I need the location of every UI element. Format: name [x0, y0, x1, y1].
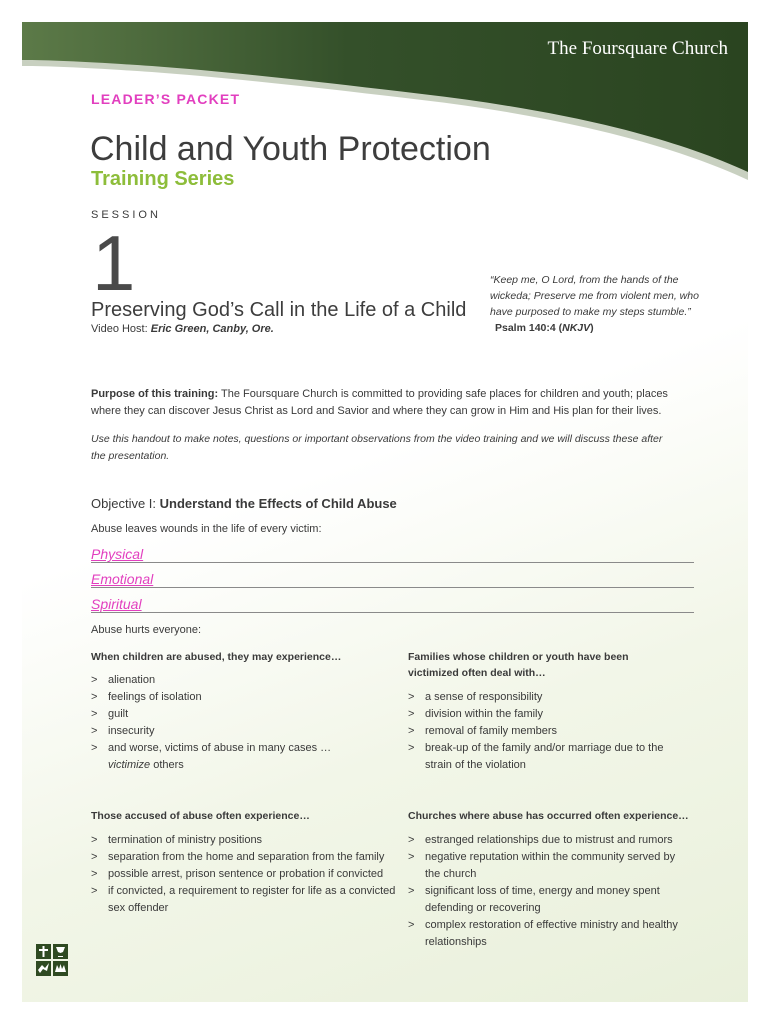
foursquare-logo-icon — [36, 944, 68, 976]
list-item: > insecurity — [91, 723, 391, 740]
objective-prefix: Objective I: — [91, 496, 160, 511]
churches-list — [408, 832, 688, 951]
session-title: Preserving God’s Call in the Life of a Child — [91, 299, 467, 321]
churches-heading: Churches where abuse has occurred often experience… — [408, 810, 689, 822]
children-heading: When children are abused, they may experience… — [91, 651, 342, 663]
objective-heading — [91, 496, 397, 511]
objective-title: Understand the Effects of Child Abuse — [159, 496, 397, 511]
handout-note: Use this handout to make notes, questions or important observations from the video training and we will discuss these after the presentation. — [91, 433, 663, 462]
session-number: 1 — [92, 219, 136, 307]
families-list — [408, 689, 678, 774]
purpose-text: The Foursquare Church is committed to providing safe places for children and youth; places where they can discover Jesus Christ as Lord and Savior and where they can grow in Him and His plan for their lives. — [91, 388, 668, 417]
quote-ref-text: Psalm 140:4 ( — [495, 322, 563, 334]
list-item: > negative reputation within the community served by the church — [408, 849, 688, 883]
list-item: > division within the family — [408, 706, 678, 723]
list-item: > guilt — [91, 706, 391, 723]
purpose-label: Purpose of this training: — [91, 388, 219, 400]
purpose-paragraph — [91, 386, 691, 420]
list-item: > break-up of the family and/or marriage due to the strain of the violation — [408, 740, 678, 774]
families-heading: Families whose children or youth have been victimized often deal with… — [408, 651, 629, 679]
abuse-hurts-everyone: Abuse hurts everyone: — [91, 624, 202, 636]
list-item: > a sense of responsibility — [408, 689, 678, 706]
wound-line-spiritual — [91, 592, 694, 613]
wound-label: Emotional — [91, 571, 154, 587]
wound-label: Physical — [91, 546, 144, 562]
list-item: > estranged relationships due to mistrust and rumors — [408, 832, 688, 849]
quote-ref-end: ) — [590, 322, 594, 334]
video-host — [91, 323, 274, 335]
list-item: > feelings of isolation — [91, 689, 391, 706]
abuse-intro: Abuse leaves wounds in the life of every victim: — [91, 523, 322, 535]
list-item-text-end: others — [150, 759, 184, 771]
list-item: > possible arrest, prison sentence or probation if convicted — [91, 866, 401, 883]
accused-heading: Those accused of abuse often experience… — [91, 810, 310, 822]
list-item: > termination of ministry positions — [91, 832, 401, 849]
scripture-quote — [490, 272, 720, 336]
wound-line-emotional — [91, 567, 694, 588]
quote-reference — [490, 320, 720, 336]
document-page — [22, 22, 748, 1002]
list-item: > alienation — [91, 672, 391, 689]
wound-label: Spiritual — [91, 596, 142, 612]
list-item — [91, 740, 391, 774]
session-label: SESSION — [91, 209, 161, 221]
list-item: > complex restoration of effective ministry and healthy relationships — [408, 917, 688, 951]
video-host-label: Video Host: — [91, 323, 151, 335]
wound-line-physical — [91, 542, 694, 563]
list-item: > significant loss of time, energy and money spent defending or recovering — [408, 883, 688, 917]
list-item-text: and worse, victims of abuse in many cases … — [108, 742, 332, 754]
video-host-name: Eric Green, Canby, Ore. — [150, 323, 274, 335]
list-item-emphasis: victimize — [108, 759, 151, 771]
quote-text: “Keep me, O Lord, from the hands of the wickeda; Preserve me from violent men, who have purposed to make my steps stumble.” — [490, 274, 699, 318]
list-item: > removal of family members — [408, 723, 678, 740]
accused-list — [91, 832, 401, 917]
packet-label: LEADER’S PACKET — [91, 91, 241, 107]
list-item: > if convicted, a requirement to register for life as a convicted sex offender — [91, 883, 401, 917]
children-list — [91, 672, 391, 774]
page-title: Child and Youth Protection — [90, 130, 491, 168]
quote-version: NKJV — [562, 322, 591, 334]
org-name: The Foursquare Church — [547, 38, 728, 59]
list-item: > separation from the home and separation from the family — [91, 849, 401, 866]
page-subtitle: Training Series — [91, 168, 235, 190]
